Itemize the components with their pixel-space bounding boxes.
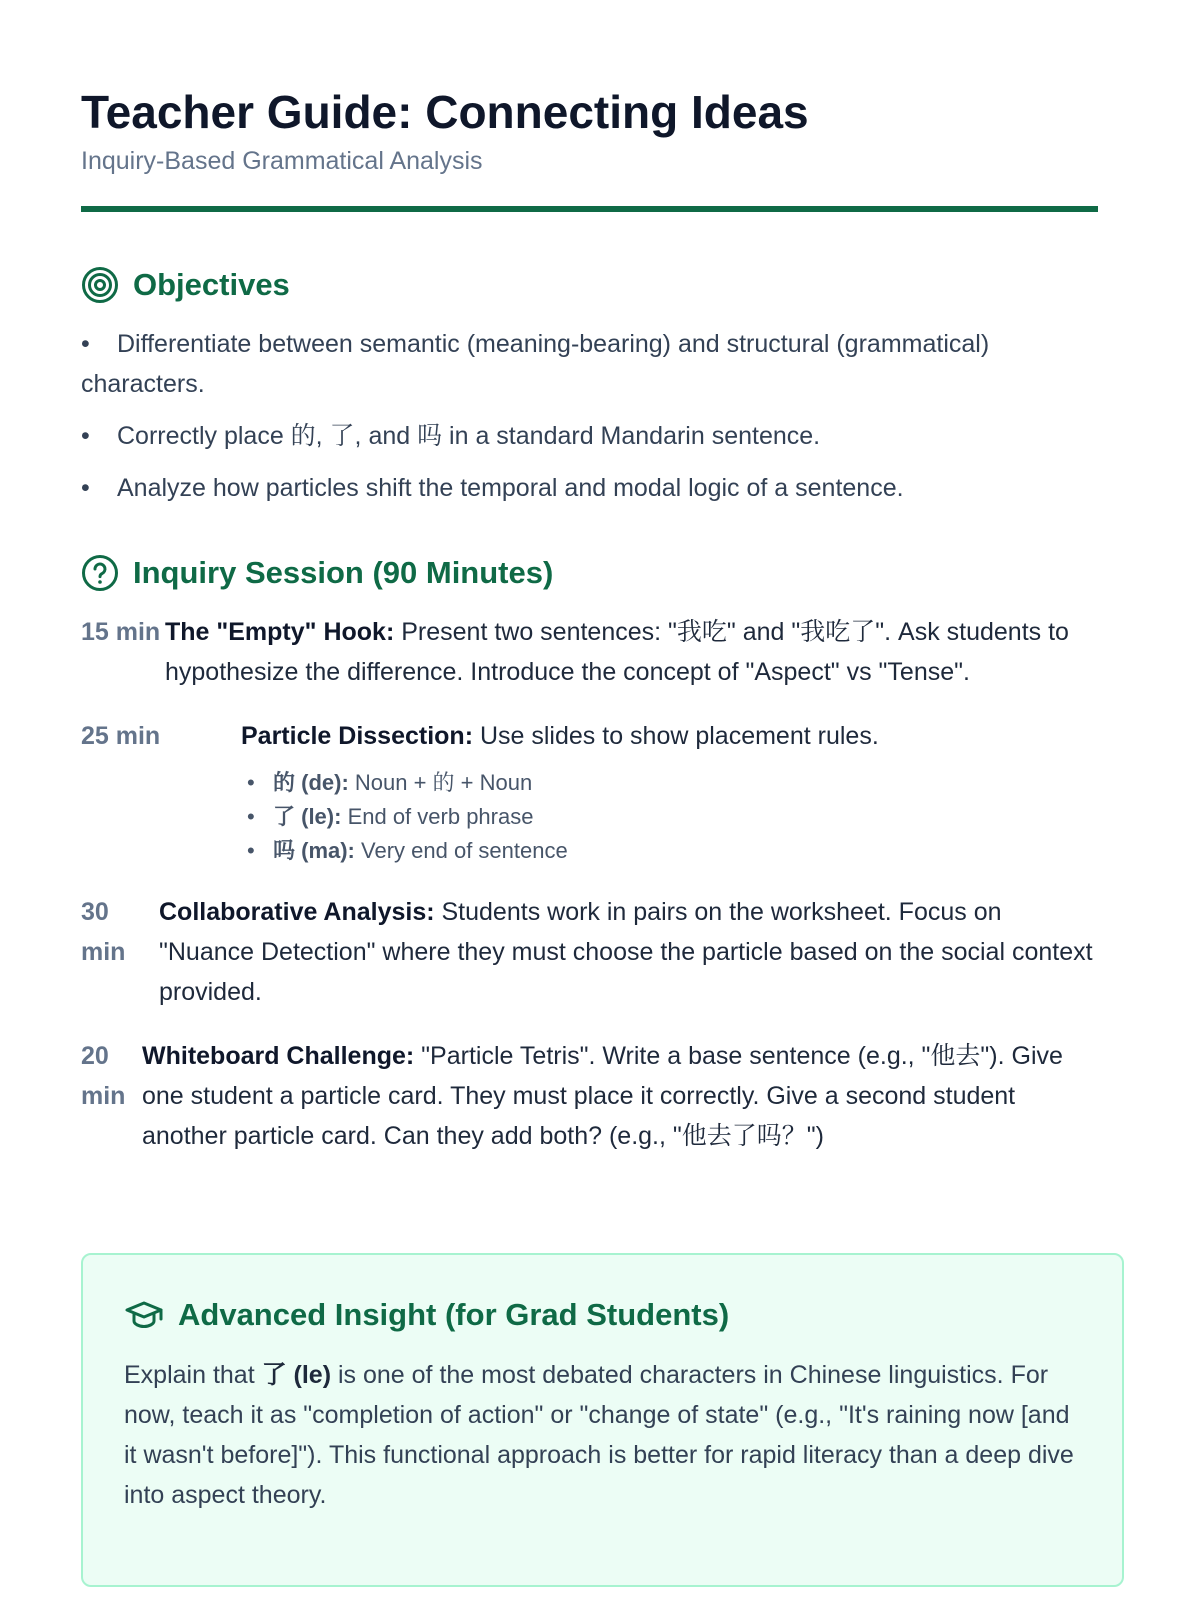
inquiry-heading-text: Inquiry Session (90 Minutes) xyxy=(133,555,554,590)
step-body xyxy=(165,612,1098,692)
step-row xyxy=(81,892,1098,1012)
insight-heading-text: Advanced Insight (for Grad Students) xyxy=(178,1297,730,1332)
step-label: The "Empty" Hook: xyxy=(165,618,395,646)
list-item: • Analyze how particles shift the temporal and modal logic of a sentence. xyxy=(81,468,1098,508)
step-row xyxy=(81,716,1098,868)
step-time: 25 min xyxy=(81,722,161,750)
insight-heading xyxy=(124,1297,1080,1333)
insight-text xyxy=(124,1355,1080,1515)
list-item xyxy=(241,800,879,834)
rule-label: 吗 (ma): xyxy=(273,838,355,863)
page-subtitle: Inquiry-Based Grammatical Analysis xyxy=(81,147,483,175)
rule-text: Very end of sentence xyxy=(354,838,568,863)
objectives-heading xyxy=(81,266,1098,304)
step-body xyxy=(159,892,1098,1012)
rule-label: 了 (le): xyxy=(273,804,342,829)
header-divider xyxy=(81,206,1098,212)
insight-text-part: Explain that xyxy=(124,1361,262,1389)
graduation-cap-icon xyxy=(124,1298,164,1332)
placement-rules-list xyxy=(241,766,879,868)
advanced-insight-callout xyxy=(81,1253,1124,1587)
insight-term: 了 (le) xyxy=(261,1361,332,1389)
step-text: "Particle Tetris". Write a base sentence (e.g., "他去"). Give one student a particle card. They must place it correctly. Give a second student another particle card. Can they add both? (e.g., "他去了吗？") xyxy=(142,1042,1063,1150)
objectives-heading-text: Objectives xyxy=(133,267,290,302)
rule-text: End of verb phrase xyxy=(341,804,534,829)
list-item: • Differentiate between semantic (meaning-bearing) and structural (grammatical) characters. xyxy=(81,324,1098,404)
step-time: 15 min xyxy=(81,618,161,646)
inquiry-steps xyxy=(81,612,1098,1156)
step-label: Whiteboard Challenge: xyxy=(142,1042,415,1070)
step-text: Present two sentences: "我吃" and "我吃了". Ask students to hypothesize the difference. Introduce the concept of "Aspect" vs "Tense". xyxy=(165,618,1069,686)
list-item: • Correctly place 的, 了, and 吗 in a standard Mandarin sentence. xyxy=(81,416,1098,456)
target-icon xyxy=(81,266,119,304)
step-text: Use slides to show placement rules. xyxy=(473,722,879,750)
rule-text: Noun + 的 + Noun xyxy=(348,770,533,795)
step-row xyxy=(81,612,1098,692)
step-body xyxy=(241,716,879,868)
question-circle-icon xyxy=(81,554,119,592)
insight-text-part: is one of the most debated characters in Chinese linguistics. For now, teach it as "completion of action" or "change of state" (e.g., "It's raining now [and it wasn't before]"). This functional approach is better for rapid literacy than a deep dive into aspect theory. xyxy=(124,1361,1074,1509)
step-body xyxy=(142,1036,1098,1156)
objectives-list xyxy=(81,324,1098,508)
step-row xyxy=(81,1036,1098,1156)
step-label: Collaborative Analysis: xyxy=(159,898,435,926)
step-label: Particle Dissection: xyxy=(241,722,474,750)
page-title: Teacher Guide: Connecting Ideas xyxy=(81,86,809,138)
rule-label: 的 (de): xyxy=(273,770,349,795)
step-text: Students work in pairs on the worksheet. Focus on "Nuance Detection" where they must choose the particle based on the social context provided. xyxy=(159,898,1093,1006)
inquiry-heading xyxy=(81,554,1098,592)
step-time: 20 min xyxy=(81,1042,126,1110)
list-item xyxy=(241,766,879,800)
list-item xyxy=(241,834,879,868)
step-time: 30 min xyxy=(81,898,126,966)
